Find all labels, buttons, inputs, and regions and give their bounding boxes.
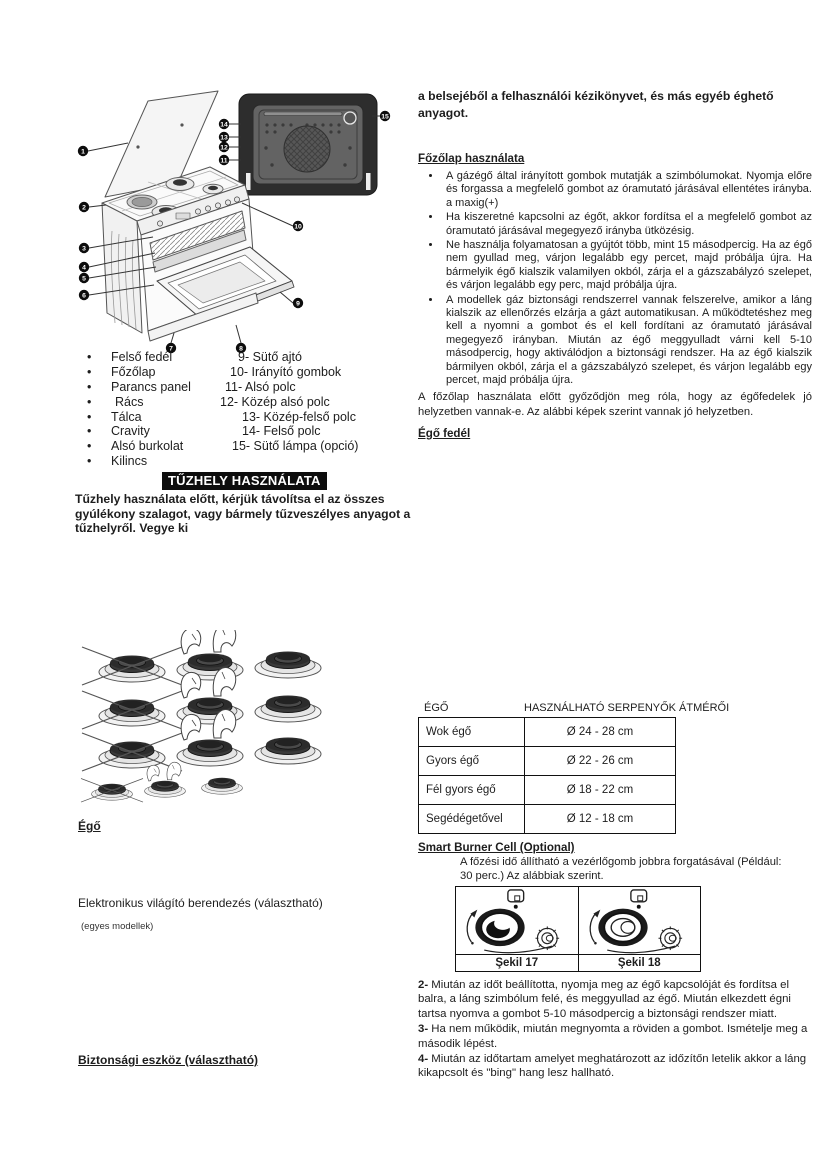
knob-figures [455,886,701,972]
part-label: Rács [115,394,144,409]
oven-lamp [344,112,356,124]
svg-text:1: 1 [81,148,85,156]
safety-device-heading: Biztonsági eszköz (választható) [78,1053,259,1067]
pan-table-header-diameter: HASZNÁLHATÓ SERPENYŐK ÁTMÉRŐI [524,702,730,714]
burner-cap-heading: Égő fedél [418,426,471,440]
burner-cell: Segédégetővel [419,805,525,834]
svg-text:5: 5 [82,275,86,283]
table-row [419,718,676,747]
manual-continuation-text: a belsejéből a felhasználói kézikönyvet, és más egyéb éghető anyagot. [418,89,774,120]
table-row [419,747,676,776]
part-label: Parancs panel [111,379,191,394]
bullet-icon: • [87,365,92,380]
stove-usage-intro: Tűzhely használata előtt, kérjük távolítsa el az összes gyúlékony szalagot, vagy bármely tűzveszélyes anyagot a tűzhelyről. Vegye ki [75,492,411,536]
burner-row-1 [82,630,321,685]
hob-usage-bullets [418,170,812,388]
part-label: Felső fedél [111,350,173,365]
step-number: 2- [418,978,429,991]
knob-drawing-flame [456,887,578,954]
svg-text:4: 4 [82,264,86,272]
svg-text:7: 7 [169,345,173,353]
svg-text:13: 13 [220,134,228,142]
smart-burner-heading: Smart Burner Cell (Optional) [418,841,575,854]
svg-text:15: 15 [381,113,389,121]
step-number: 4- [418,1052,429,1065]
bullet-item: • A gázégő által irányított gombok mutatják a szimbólumokat. Nyomja előre és forgassa a megfelelő gombot az óramutató járásával ellentétes irányba. a maxig(+) [442,170,812,210]
part-number-label: 15- Sütő lámpa (opció) [232,439,359,454]
right-column-bottom [418,702,813,1081]
stove-diagram [60,85,405,355]
part-number-label: 12- Közép alsó polc [220,394,330,409]
svg-text:11: 11 [220,157,228,165]
callout-11 [219,155,241,165]
part-number-label: 14- Felső polc [242,424,321,439]
parts-row [85,424,415,439]
callout-8 [236,325,246,353]
bullet-icon: • [87,350,92,365]
svg-text:6: 6 [82,292,86,300]
parts-row [85,394,415,409]
bullet-icon: • [87,409,92,424]
parts-row [85,350,415,365]
svg-text:9: 9 [296,300,300,308]
burner-cell: Wok égő [419,718,525,747]
burner-row-4 [81,762,242,802]
pan-table-header-burner: ÉGŐ [424,702,449,714]
pan-diameter-table [418,717,676,834]
bullet-item: • Ha kiszeretné kapcsolni az égőt, akkor fordítsa el a megfelelő gombot az óramutató járásával megegyező irányba ütközésig. [442,211,812,238]
hob-check-paragraph: A főzőlap használata előtt győződjön meg róla, hogy az égőfedelek jó helyzetben vannak-e. Az alábbi képek szerint vannak jó helyzetben. [418,390,812,418]
diameter-cell: Ø 24 - 28 cm [525,718,676,747]
burner-cell: Fél gyors égő [419,776,525,805]
parts-list [85,350,415,468]
svg-text:2: 2 [82,204,86,212]
part-label: Alsó burkolat [111,439,184,454]
svg-text:12: 12 [220,144,228,152]
step-3 [418,1022,813,1052]
hob-usage-heading: Főzőlap használata [418,152,525,165]
callout-14 [219,119,241,129]
bullet-icon: • [87,394,92,409]
timer-dial [535,926,559,950]
step-4 [418,1052,813,1082]
step-2 [418,978,813,1022]
table-row [419,776,676,805]
callout-1 [78,143,128,156]
bullet-icon: • [87,439,92,454]
bullet-icon: • [87,379,92,394]
parts-row [85,409,415,424]
models-note: (egyes modellek) [81,921,154,932]
svg-text:10: 10 [294,223,302,231]
svg-text:8: 8 [239,345,243,353]
part-label: Főzőlap [111,365,156,380]
part-number-label: 9- Sütő ajtó [238,350,302,365]
smart-burner-steps [418,978,813,1082]
knob-figure-17 [456,887,578,971]
bullet-icon: • [87,424,92,439]
parts-row [85,454,415,469]
diameter-cell: Ø 22 - 26 cm [525,747,676,776]
side-panel [102,203,142,333]
knob-drawing-moon [579,887,701,954]
callout-13 [219,132,241,142]
parts-row [85,365,415,380]
knob-figure-18 [578,887,701,971]
bullet-item: • A modellek gáz biztonsági rendszerrel vannak felszerelve, amikor a láng kialszik az ellenőrzés elzárja a gázt automatikusan. A működtetéshez meg kell a nyomni a gombot és el kell fordítani az óramutató járásával megegyező irányban. Miután az égő meggyulladt várni kell 5-10 másodpercig, hogy aktiválódjon a biztonsági rendszer. Ha az égő kialszik bármilyen okból, zárja el a gázszabályzó szelepet, és várjon legalább egy percet, majd próbálja újra. [442,294,812,388]
pan-table-header [418,702,813,714]
part-number-label: 13- Közép-felső polc [242,409,356,424]
part-label: Kilincs [111,453,148,468]
smart-burner-text: A főzési idő állítható a vezérlőgomb jobbra forgatásával (Például: 30 perc.) Az alábbiak szerint. [460,856,782,882]
step-text: Miután az időtartam amelyet meghatározott az időzítőn letelik akkor a láng kikapcsolt és "bing" hang lesz hallható. [418,1052,807,1080]
step-text: Miután az időt beállította, nyomja meg az égő kapcsolóját és fordítsa el balra, a láng szimbólum felé, és meggyullad az égő. Miután elkezdett égni tartsa nyomva a gombot 5-10 másodpercig a biztonsági rendszer miatt. [418,978,791,1021]
timer-dial [658,926,682,950]
step-text: Ha nem működik, miután megnyomta a röviden a gombot. Ismételje meg a második lépést. [418,1022,808,1050]
table-row [419,805,676,834]
part-label: Cravity [111,424,150,439]
callout-9 [280,292,303,308]
svg-text:14: 14 [220,121,228,129]
parts-row [85,380,415,395]
burner-heading: Égő [78,819,101,833]
oven-interior-inset [239,94,377,195]
step-number: 3- [418,1022,429,1035]
electronic-ignition-label: Elektronikus világító berendezés (választható) [78,896,323,910]
callout-12 [219,142,241,152]
burner-cell: Gyors égő [419,747,525,776]
part-number-label: 11- Alsó polc [225,379,296,394]
figure-caption: Şekil 18 [579,954,701,971]
parts-row [85,439,415,454]
diameter-cell: Ø 18 - 22 cm [525,776,676,805]
diameter-cell: Ø 12 - 18 cm [525,805,676,834]
figure-caption: Şekil 17 [456,954,578,971]
bullet-icon: • [87,453,92,468]
svg-text:3: 3 [82,245,86,253]
burner-cap-figure [60,630,350,830]
right-column-top [418,88,812,440]
part-number-label: 10- Irányító gombok [230,365,342,380]
part-label: Tálca [111,409,142,424]
stove-usage-title: TŰZHELY HASZNÁLATA [162,472,327,490]
bullet-item: • Ne használja folyamatosan a gyújtót több, mint 15 másodpercig. Ha az égő nem gyullad meg, várjon legalább egy percet, majd próbálja újra. Ha bármelyik égő kialszik valamilyen okból, zárja el a gázszabályzó szelepet, és várjon legalább egy perc, majd próbálja újra. [442,239,812,293]
